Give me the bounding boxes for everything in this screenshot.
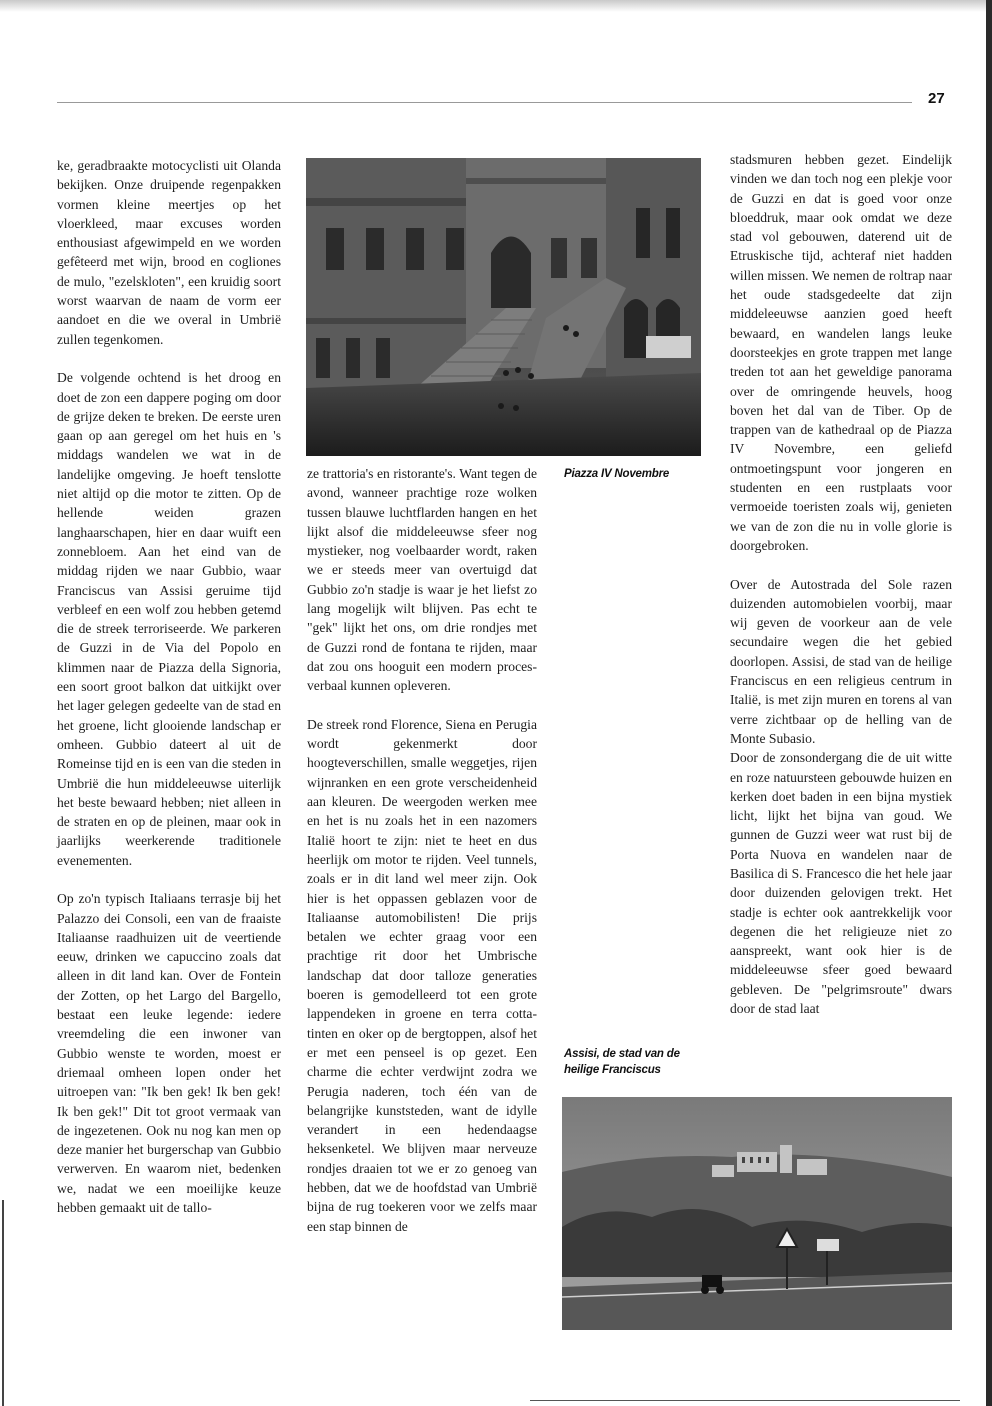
page-number: 27 <box>928 90 945 107</box>
photo-assisi-illustration <box>562 1097 952 1330</box>
header-rule <box>57 102 912 103</box>
text-column-left <box>57 156 281 1217</box>
photo-piazza-iv-novembre <box>306 158 701 456</box>
caption-assisi: Assisi, de stad van de heilige Franciscus <box>564 1048 680 1076</box>
photo-piazza-illustration <box>306 158 701 456</box>
bottom-rule <box>530 1400 960 1401</box>
paragraph: stadsmuren hebben gezet. Eindelijk vinden we dan toch nog een plekje voor de Guzzi en dat is goed voor onze bloeddruk, maar ook omdat we deze stad vol gebouwen, daterend uit de Etruskische tijd, achteraf niet hadden willen missen. We nemen de roltrap naar het oude stadsgedeelte dat zijn middeleeuwse aanzien goed heeft bewaard, en wandelen langs leuke doorsteekjes en grote trappen met lange treden tot aan het geweldige panorama over de omringende heuvels, hoog boven het dal van de Tiber. Op de trappen van de kathedraal op de Piazza IV Novembre, een geliefd ontmoetingspunt voor jongeren en studenten en een rustplaats voor vermoeide toeristen zoals wij, genieten we van de zon die nu in volle glorie is doorgebroken. <box>730 152 952 553</box>
paragraph: Over de Autostrada del Sole razen duizenden automobielen voorbij, maar wij geven de voorkeur aan de vele secundaire wegen die het gebied doorlopen. Assisi, de stad van de heilige Franciscus en een religieus centrum in Italië, is met zijn muren en torens al van verre zichtbaar op de helling van de Monte Subasio. <box>730 576 952 746</box>
text-column-right <box>730 150 952 1018</box>
scan-edge-left <box>2 1200 4 1406</box>
paragraph: De streek rond Florence, Siena en Perugia wordt gekenmerkt door hoogteverschillen, smalle weggetjes, rijen wijnranken en een grote verscheidenheid aan kleuren. De weergoden werken mee en het is nu zoals het in een nazomers Italië hoort te zijn: niet te heet en dus heerlijk om motor te rijden. Veel tunnels, zoals er in dit land wel meer zijn. Ook hier is het oppassen geblazen voor de Italiaanse automobilisten! Die prijs betalen we echter graag voor een prachtige rit door het Umbrische landschap dat door talloze generaties boeren is gemodelleerd tot een grote lappendeken in groene en terra cotta-tinten en oker op de bergtoppen, alsof het er met een penseel is op gezet. Een charme die echter verdwijnt zodra we Perugia naderen, toch één van de belangrijke kunststeden, want de idylle verandert in een hedendaagse heksenketel. We blijven maar nerveuze rondjes draaien tot we er zo genoeg van hebben, dat we de hoofdstad van Umbrië bijna de rug toekeren voor we zelfs maar een stap binnen de <box>307 716 537 1234</box>
scan-edge-top <box>0 0 992 12</box>
photo-assisi <box>562 1097 952 1330</box>
caption-piazza: Piazza IV Novembre <box>564 468 670 480</box>
paragraph: De volgende ochtend is het droog en doet de zon een dappere poging om door de grijze deken te breken. De eerste uren gaan op aan geregel om het huis en 's middags wandelen we wat in de landelijke omgeving. Je hoeft tenslotte niet altijd op die motor te zitten. Op de hellende weiden grazen langhaarschapen, hier en daar wuift een zonnebloem. Aan het eind van de middag rijden we naar Gubbio, waar Franciscus van Assisi geruime tijd verbleef en een wolf zou hebben getemd die de streek terroriseerde. We parkeren de Guzzi in de Via del Popolo en klimmen naar de Piazza della Signoria, een soort groot balkon dat uitkijkt over het lager gelegen gedeelte van de stad en het groene, licht glooiende landschap er omheen. Gubbio dateert al uit de Romeinse tijd en is een van die steden in Umbrië die hun middeleeuwse uiterlijk het beste bewaard hebben; niet alleen in de straten en op de pleinen, maar ook in jaarlijks weerkerende traditionele evenementen. <box>57 370 281 868</box>
text-column-middle <box>307 464 537 1236</box>
paragraph: Door de zonsondergang die de uit witte en roze natuursteen gebouwde huizen en kerken doet baden in een bijna mystiek licht, lijkt het bijna van goud. We gunnen de Guzzi weer wat rust bij de Porta Nuova en wandelen naar de Basilica di S. Francesco die het hele jaar door duizenden gelovigen trekt. Het stadje is echter ook aantrekkelijk voor degenen die het religieuze niet zo aanspreekt, want ook hier is de middeleeuwse sfeer goed bewaard gebleven. De "pelgrimsroute" dwars door de stad laat <box>730 750 952 1017</box>
paragraph: ze trattoria's en ristorante's. Want tegen de avond, wanneer prachtige roze wolken tussen blauwe luchtflarden hangen en het lijkt alsof die middeleeuwse sfeer nog mystieker, nog voelbaarder wordt, raken we er steeds meer van overtuigd dat Gubbio zo'n stadje is waar je het liefst zo lang mogelijk wilt blijven. Pas echt te "gek" lijkt het ons, om drie rondjes met de Guzzi rond de fontana te rijden, maar dat zou ons hooguit een modern proces-verbaal kunnen opleveren. <box>307 466 537 694</box>
paragraph: Op zo'n typisch Italiaans terrasje bij het Palazzo dei Consoli, een van de fraaiste Italiaanse raadhuizen uit de veertiende eeuw, drinken we capuccino zoals dat alleen in dit land kan. Over de Fontein der Zotten, op het Largo del Bargello, bestaat een leuke legende: iedere vreemdeling die een inwoner van Gubbio wenste te worden, moest er driemaal omheen lopen onder het uitroepen van: "Ik ben gek! Ik ben gek! Ik ben gek!" Dit tot groot vermaak van de ingezetenen. Ook nu nog kan men op deze manier het burgerschap van Gubbio verwerven. En waarom niet, bedenken we, nadat we een moeilijke keuze hebben gemaakt uit de tallo- <box>57 891 281 1216</box>
scan-edge-right <box>986 0 992 1406</box>
paragraph: ke, geradbraakte motocyclisti uit Olanda bekijken. Onze druipende regenpakken vormen kleine meertjes op het vloerkleed, maar excuses worden enthousiast afgewimpeld en we worden gefêteerd met wijn, brood en cogliones de mulo, "ezelskloten", een kruidig soort worst waarvan de naam de vorm eer aandoet en die we overal in Umbrië zullen tegenkomen. <box>57 158 281 347</box>
